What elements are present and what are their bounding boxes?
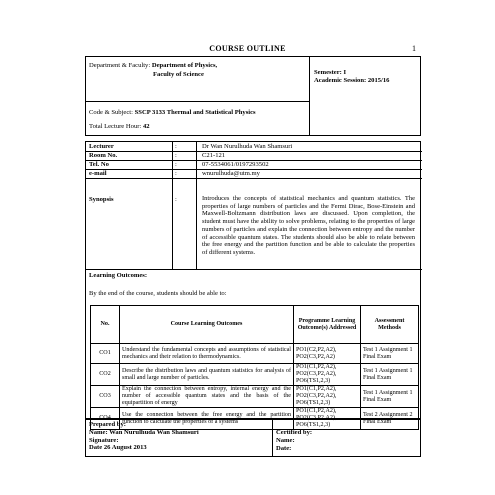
department-faculty — [89, 61, 217, 79]
email-label: e-mail — [89, 170, 107, 177]
preparer-name: Name: Wan Nurulhuda Wan Shamsuri — [89, 428, 199, 436]
prepared-date: Date 26 August 2013 — [89, 444, 147, 452]
total-lecture-hour — [89, 123, 150, 130]
row-assessment: Test 1 Assignment 1 Final Exam — [361, 364, 419, 386]
row-outcome: Understand the fundamental concepts and assumptions of statistical mechanics and their relation to thermodynamics. — [120, 344, 294, 364]
certified-by-label: Certified by: — [276, 429, 313, 436]
lecturer-name: Dr Wan Nurulhuda Wan Shamsuri — [202, 143, 293, 150]
row-outcome: Describe the distribution laws and quantum statistics for analysis of small and large number of particles. — [120, 364, 294, 386]
table-row — [91, 364, 419, 386]
colon: : — [175, 152, 177, 159]
semester: Semester: I — [314, 69, 347, 76]
row-po: PO1(C1,P2,A2), PO2(C3,P2,A2), PO6(TS1,2,3) — [294, 364, 361, 386]
signature-label: Signature: — [89, 436, 119, 444]
learning-outcomes-intro: By the end of the course, students should be able to: — [89, 290, 227, 297]
course-header-left — [86, 57, 310, 135]
section-divider — [86, 269, 422, 270]
room-label: Room No. — [89, 152, 118, 159]
table-header-row — [91, 306, 419, 344]
table-row — [91, 344, 419, 364]
row-divider — [86, 178, 422, 179]
tel-number: 07-5534061/0197293502 — [202, 161, 269, 168]
course-header-box — [85, 56, 421, 136]
synopsis-text: Introduces the concepts of statistical mechanics and quantum statistics. The properties of large numbers of particles and the Fermi Dirac, Bose-Einstein and Maxwell-Boltzmann distribution laws are discussed. Upon completion, the student must have the ability to solve problems, relating to the properties of large numbers of particles and explain the connection between entropy and the number of accessible quantum states. The students should also be able to relate between the free energy and the partition function and be able to calculate the properties of different systems. — [202, 195, 415, 256]
room-number: C21-121 — [202, 152, 226, 159]
faculty-name: Faculty of Science — [153, 71, 204, 78]
code-label: Code & Subject: — [89, 109, 133, 116]
row-assessment: Test 1 Assignment 1 Final Exam — [361, 386, 419, 408]
tel-row — [86, 161, 422, 169]
row-po: PO1(C2,P2,A2), PO2(C3,P2,A2) — [294, 344, 361, 364]
academic-session: Academic Session: 2015/16 — [314, 77, 390, 84]
certifier-name-label: Name: — [276, 436, 295, 444]
row-outcome: Explain the connection between entropy, internal energy and the number of accessible quantum states and the basis of the equipartition of energy — [120, 386, 294, 408]
room-row — [86, 152, 422, 160]
dept-label: Department & Faculty: — [89, 62, 151, 69]
row-code: CO4 — [91, 408, 120, 430]
footer-divider — [272, 420, 273, 456]
learning-outcomes-table — [90, 305, 419, 430]
header-divider — [86, 101, 310, 102]
lecturer-row — [86, 143, 422, 151]
hours-label: Total Lecture Hour: — [89, 123, 142, 130]
colon: : — [175, 196, 177, 203]
learning-outcomes-title: Learning Outcomes: — [89, 272, 148, 279]
semester-session — [314, 69, 389, 85]
row-code: CO2 — [91, 364, 120, 386]
prepared-by-block — [89, 421, 199, 452]
row-po: PO1(C1,P2,A2), PO2(C3,P2,A2), PO6(TS1,2,3) — [294, 408, 361, 430]
email-row — [86, 170, 422, 178]
lecturer-label: Lecturer — [89, 143, 114, 150]
row-assessment: Test 2 Assignment 2 Final Exam — [361, 408, 419, 430]
header-outcome: Course Learning Outcomes — [120, 306, 294, 344]
synopsis-label: Synopsis — [89, 196, 114, 203]
code-subject-value: SSCP 3133 Thermal and Statistical Physics — [134, 109, 256, 116]
colon: : — [175, 143, 177, 150]
certified-by-block — [276, 429, 312, 452]
colon: : — [175, 161, 177, 168]
header-no: No. — [91, 306, 120, 344]
page-title: COURSE OUTLINE — [209, 44, 286, 53]
page-number: 1 — [412, 44, 416, 53]
prepared-by-label: Prepared by: — [89, 421, 126, 428]
certified-date-label: Date: — [276, 444, 292, 452]
row-po: PO1(C1,P2,A2), PO2(C3,P2,A2), PO6(TS1,2,3) — [294, 386, 361, 408]
email-address: wnurulhuda@utm.my — [202, 170, 260, 177]
header-programme: Programme Learning Outcome(s) Addressed — [294, 306, 361, 344]
code-subject — [89, 109, 256, 116]
row-code: CO3 — [91, 386, 120, 408]
colon: : — [175, 170, 177, 177]
header-assessment: Assessment Methods — [361, 306, 419, 344]
hours-value: 42 — [142, 123, 150, 130]
table-row — [91, 386, 419, 408]
row-code: CO1 — [91, 344, 120, 364]
signature-box — [85, 419, 421, 457]
row-outcome: Use the connection between the free energy and the partition function to calculate the properties of a systems — [120, 408, 294, 430]
tel-label: Tel. No — [89, 161, 109, 168]
department-name: Department of Physics, — [151, 62, 218, 69]
row-assessment: Test 1 Assignment 1 Final Exam — [361, 344, 419, 364]
